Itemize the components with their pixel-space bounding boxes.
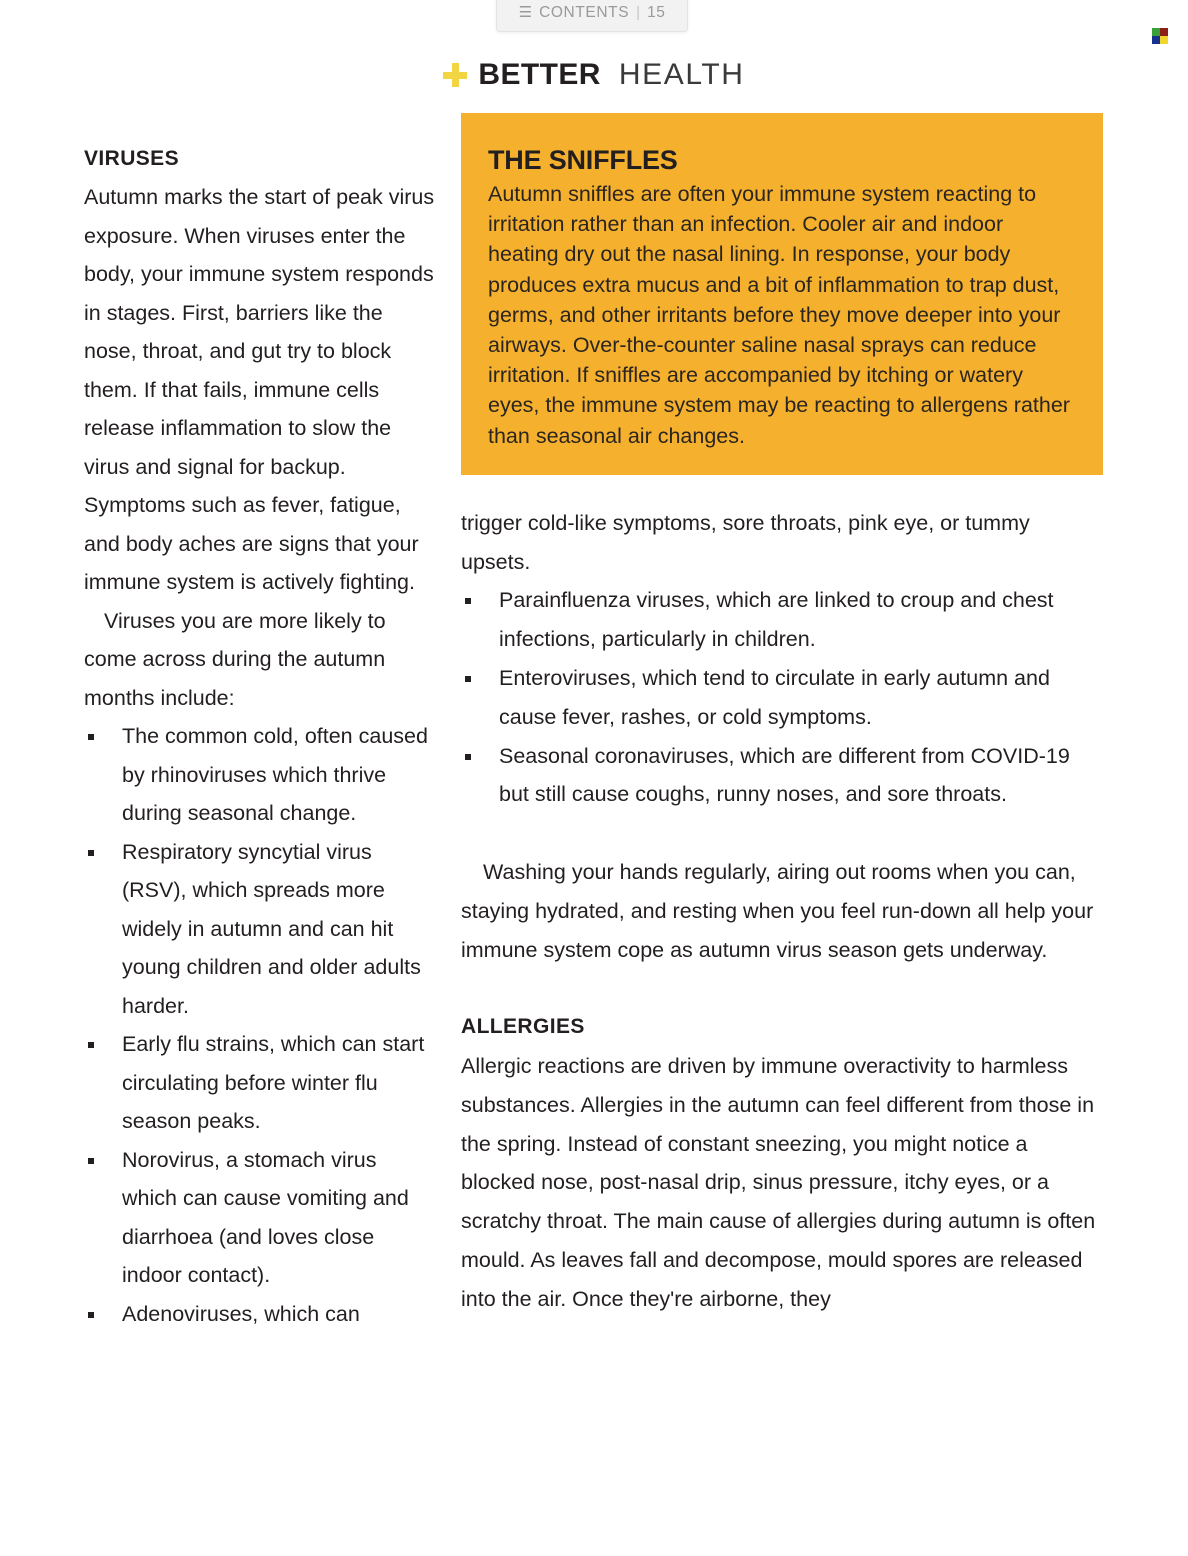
list-item: [461, 659, 1103, 737]
page-number: 15: [647, 3, 666, 21]
plus-icon: [443, 63, 467, 87]
list-item: [84, 1025, 436, 1141]
list-item-label: Seasonal coronaviruses, which are different from COVID-19 but still cause coughs, runny noses, and sore throats.: [499, 743, 1070, 807]
right-column: [461, 113, 1103, 1319]
viruses-paragraph-1: Autumn marks the start of peak virus exposure. When viruses enter the body, your immune system responds in stages. First, barriers like the nose, throat, and gut try to block them. If that fails, immune cells release inflammation to slow the virus and signal for backup. Symptoms such as fever, fatigue, and body aches are signs that your immune system is actively fighting.: [84, 185, 435, 594]
registration-mark-icon: [1152, 28, 1168, 44]
viruses-paragraph-2: Viruses you are more likely to come across during the autumn months include:: [84, 608, 386, 710]
viruses-bullet-list: [84, 717, 436, 1333]
bullet-square-icon: [88, 734, 94, 740]
list-item: [84, 1295, 436, 1334]
list-item: [84, 1141, 436, 1295]
bullet-square-icon: [88, 1312, 94, 1318]
hamburger-icon: ☰: [518, 4, 533, 21]
allergies-paragraph: Allergic reactions are driven by immune overactivity to harmless substances. Allergies in the autumn can feel different from those in the spring. Instead of constant sneezing, you might notice a blocked nose, post-nasal drip, sinus pressure, itchy eyes, or a scratchy throat. The main cause of allergies during autumn is often mould. As leaves fall and decompose, mould spores are released into the air. Once they're airborne, they: [461, 1053, 1096, 1311]
paragraph-spacer: [461, 969, 1103, 1008]
list-item-label: Enteroviruses, which tend to circulate in early autumn and cause fever, rashes, or cold symptoms.: [499, 666, 1050, 729]
list-item: [84, 833, 436, 1026]
list-item-label: Early flu strains, which can start circulating before winter flu season peaks.: [122, 1032, 425, 1133]
section-heading-allergies: ALLERGIES: [461, 1015, 585, 1039]
list-item-label: The common cold, often caused by rhinoviruses which thrive during seasonal change.: [122, 724, 428, 825]
viruses-bullet-list-continued: [461, 581, 1103, 814]
list-item: [461, 737, 1103, 815]
bullet-square-icon: [88, 1042, 94, 1048]
list-item: [461, 581, 1103, 659]
callout-heading: THE SNIFFLES: [488, 145, 678, 175]
hygiene-paragraph: Washing your hands regularly, airing out rooms when you can, staying hydrated, and resting when you feel run-down all help your immune system cope as autumn virus season gets underway.: [461, 860, 1094, 962]
contents-divider: |: [636, 4, 641, 21]
right-column-body: [461, 504, 1103, 1319]
contents-button[interactable]: [496, 0, 688, 32]
section-heading-viruses: VIRUSES: [84, 147, 179, 170]
bullet-square-icon: [88, 850, 94, 856]
sniffles-callout: [461, 113, 1103, 475]
callout-body: Autumn sniffles are often your immune system reacting to irritation rather than an infection. Cooler air and indoor heating dry out the nasal lining. In response, your body produces extra mucus and a bit of inflammation to trap dust, germs, and other irritants before they move deeper into your airways. Over-the-counter saline nasal sprays can reduce irritation. If sniffles are accompanied by itching or watery eyes, the immune system may be reacting to allergens rather than seasonal air changes.: [488, 182, 1070, 448]
masthead: [0, 58, 1188, 92]
list-item-label: Norovirus, a stomach virus which can cause vomiting and diarrhoea (and loves close indoor contact).: [122, 1147, 409, 1287]
list-item: [84, 717, 436, 833]
reg-swatch-red: [1160, 28, 1168, 36]
list-item-label: Parainfluenza viruses, which are linked to croup and chest infections, particularly in children.: [499, 588, 1054, 652]
list-item-label: Adenoviruses, which can: [122, 1301, 360, 1326]
bullet-square-icon: [88, 1158, 94, 1164]
bullet-square-icon: [465, 754, 471, 760]
brand-name-light: HEALTH: [618, 58, 745, 91]
reg-swatch-blue: [1152, 36, 1160, 44]
brand-name-bold: BETTER: [478, 58, 601, 91]
paragraph-spacer: [461, 814, 1103, 853]
list-item-label: Respiratory syncytial virus (RSV), which spreads more widely in autumn and can hit young children and older adults harder.: [122, 839, 421, 1018]
bullet-square-icon: [465, 676, 471, 682]
reg-swatch-yellow: [1160, 36, 1168, 44]
continued-bullet-text: trigger cold-like symptoms, sore throats, pink eye, or tummy upsets.: [461, 510, 1030, 574]
reg-swatch-green: [1152, 28, 1160, 36]
contents-label: CONTENTS: [539, 3, 630, 21]
left-column: [84, 140, 436, 1333]
bullet-square-icon: [465, 598, 471, 604]
